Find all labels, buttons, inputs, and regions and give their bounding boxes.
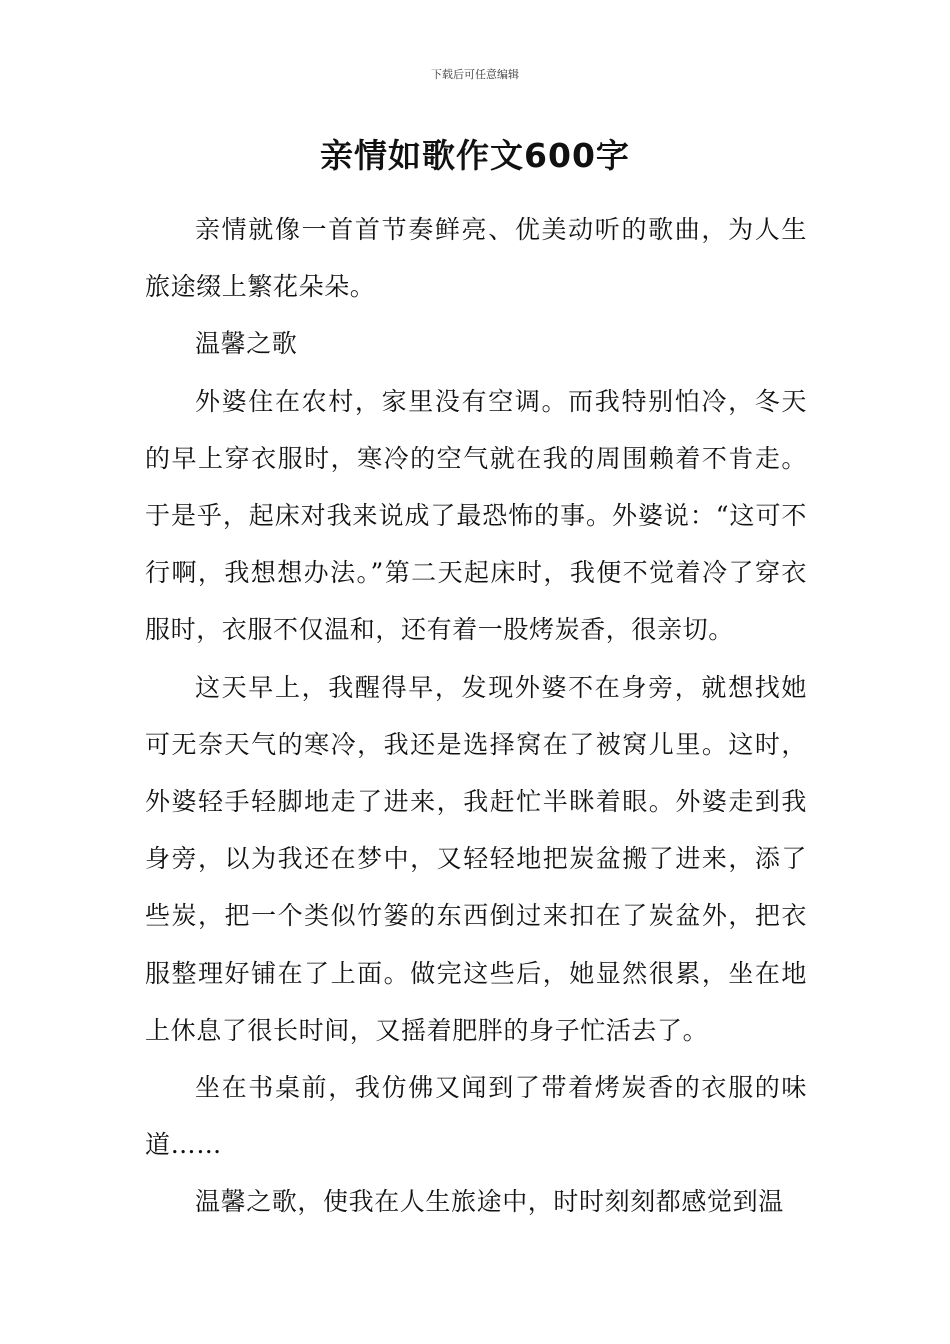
paragraph-intro: 亲情就像一首首节奏鲜亮、优美动听的歌曲，为人生旅途缀上繁花朵朵。 xyxy=(145,215,807,302)
document-title: 亲情如歌作文600字 xyxy=(320,136,630,175)
page-header-note: 下载后可任意编辑 xyxy=(431,68,519,81)
section-heading: 温馨之歌 xyxy=(195,329,298,359)
paragraph-story-1: 外婆住在农村，家里没有空调。而我特别怕冷，冬天的早上穿衣服时，寒冷的空气就在我的周围赖着不肯走。于是乎，起床对我来说成了最恐怖的事。外婆说：“这可不行啊，我想想办法。”第二天起床时，我便不觉着冷了穿衣服时，衣服不仅温和，还有着一股烤炭香，很亲切。 xyxy=(145,386,807,645)
paragraph-story-2: 这天早上，我醒得早，发现外婆不在身旁，就想找她可无奈天气的寒冷，我还是选择窝在了被窝儿里。这时，外婆轻手轻脚地走了进来，我赶忙半眯着眼。外婆走到我身旁，以为我还在梦中，又轻轻地把炭盆搬了进来，添了些炭，把一个类似竹篓的东西倒过来扣在了炭盆外，把衣服整理好铺在了上面。做完这些后，她显然很累，坐在地上休息了很长时间，又摇着肥胖的身子忙活去了。 xyxy=(145,672,807,1045)
document-body xyxy=(145,201,807,1231)
paragraph-conclusion: 温馨之歌，使我在人生旅途中，时时刻刻都感觉到温 xyxy=(195,1187,784,1217)
paragraph-reflection: 坐在书桌前，我仿佛又闻到了带着烤炭香的衣服的味道…… xyxy=(145,1073,807,1160)
